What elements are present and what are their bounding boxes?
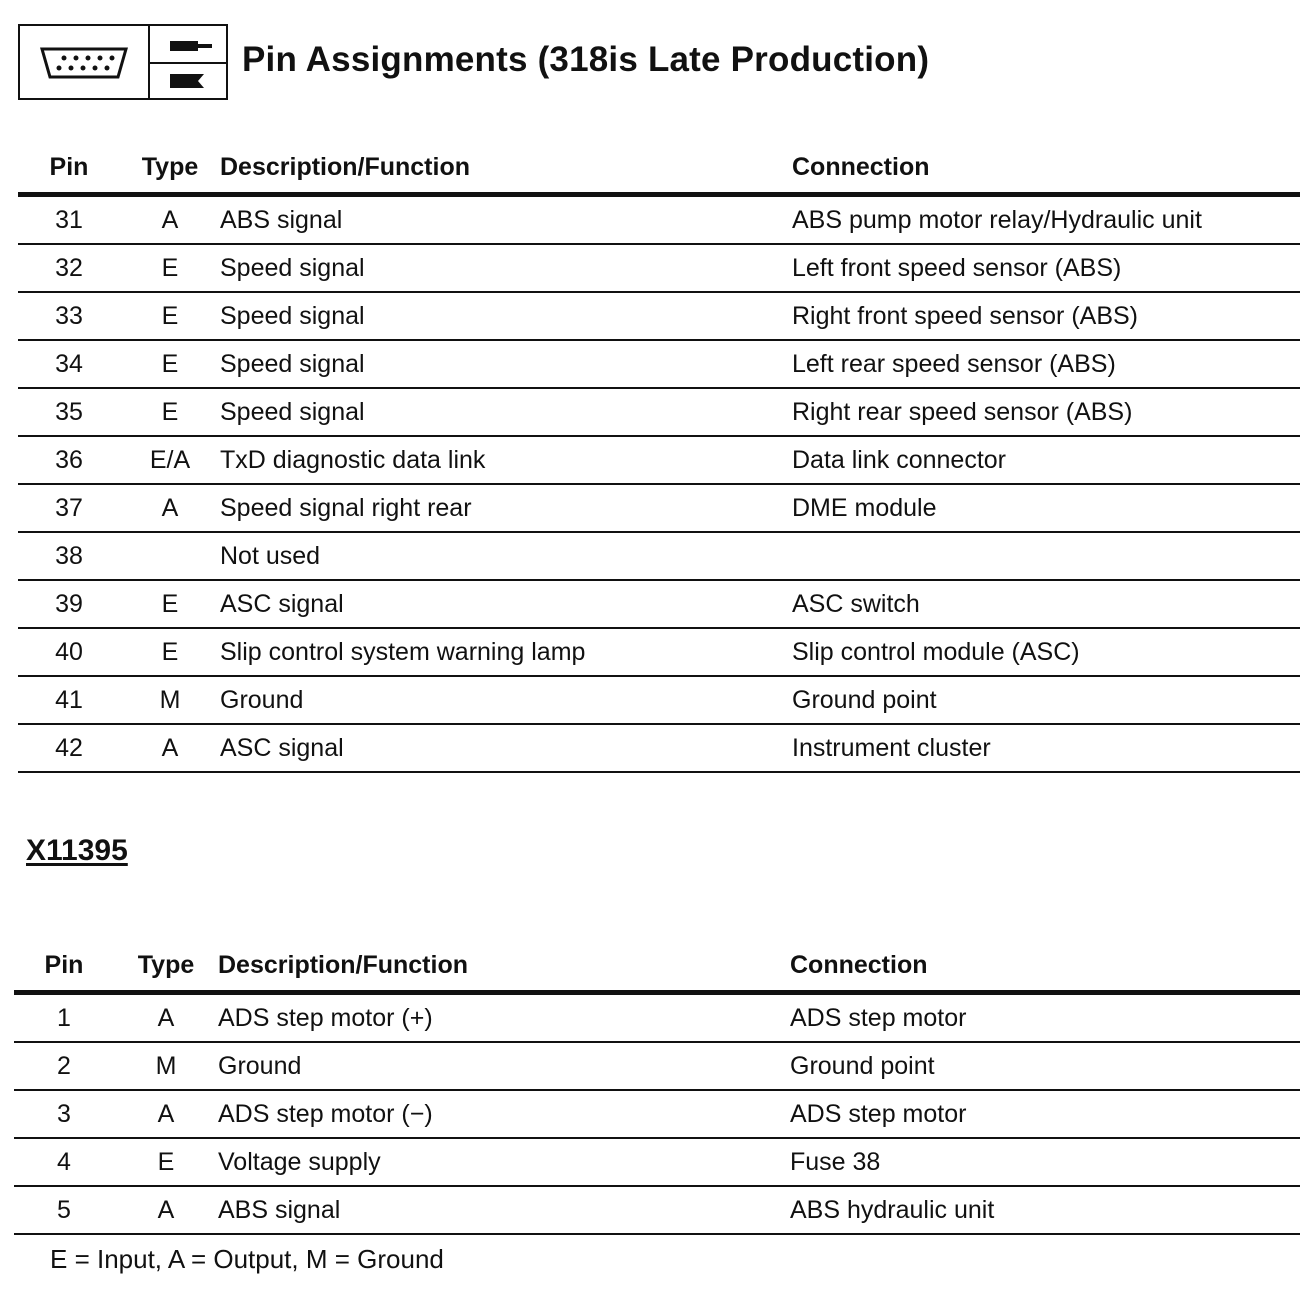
type-cell: A	[114, 1186, 218, 1234]
description-cell: ASC signal	[220, 580, 792, 628]
pin-cell: 41	[18, 676, 120, 724]
type-cell: E	[120, 244, 220, 292]
pin-cell: 38	[18, 532, 120, 580]
table-row	[18, 436, 1300, 484]
connection-cell: ASC switch	[792, 580, 1300, 628]
connection-cell: Data link connector	[792, 436, 1300, 484]
description-cell: Speed signal right rear	[220, 484, 792, 532]
description-cell: Speed signal	[220, 388, 792, 436]
header-type: Type	[120, 142, 220, 195]
connection-cell: Right rear speed sensor (ABS)	[792, 388, 1300, 436]
description-cell: ASC signal	[220, 724, 792, 772]
connection-cell: Slip control module (ASC)	[792, 628, 1300, 676]
connection-cell: ADS step motor	[790, 1090, 1300, 1138]
pin-cell: 39	[18, 580, 120, 628]
description-cell: ABS signal	[218, 1186, 790, 1234]
plug-male-icon	[170, 38, 214, 54]
table-row	[14, 1090, 1300, 1138]
section-label-x11395: X11395	[26, 834, 128, 867]
pin-cell: 37	[18, 484, 120, 532]
plug-female-icon	[170, 72, 214, 90]
header-type: Type	[114, 940, 218, 993]
type-cell: A	[120, 724, 220, 772]
table-row	[18, 676, 1300, 724]
type-cell: E	[120, 628, 220, 676]
pin-cell: 32	[18, 244, 120, 292]
type-cell: A	[114, 1090, 218, 1138]
connection-cell: ABS hydraulic unit	[790, 1186, 1300, 1234]
table-header-row	[14, 940, 1300, 993]
description-cell: Voltage supply	[218, 1138, 790, 1186]
type-cell: E	[120, 292, 220, 340]
pin-cell: 34	[18, 340, 120, 388]
type-cell: M	[120, 676, 220, 724]
table-row	[18, 628, 1300, 676]
connection-cell: DME module	[792, 484, 1300, 532]
connection-cell: Left rear speed sensor (ABS)	[792, 340, 1300, 388]
type-cell: M	[114, 1042, 218, 1090]
connection-cell: ABS pump motor relay/Hydraulic unit	[792, 195, 1300, 245]
pin-cell: 5	[14, 1186, 114, 1234]
header-connection: Connection	[790, 940, 1300, 993]
table-row	[18, 244, 1300, 292]
connection-cell: Right front speed sensor (ABS)	[792, 292, 1300, 340]
type-cell: E	[120, 388, 220, 436]
pin-cell: 31	[18, 195, 120, 245]
pin-cell: 33	[18, 292, 120, 340]
description-cell: ADS step motor (−)	[218, 1090, 790, 1138]
description-cell: Not used	[220, 532, 792, 580]
connection-cell: ADS step motor	[790, 993, 1300, 1043]
header-pin: Pin	[18, 142, 120, 195]
header-description: Description/Function	[220, 142, 792, 195]
header-connection: Connection	[792, 142, 1300, 195]
pin-table-2	[14, 940, 1300, 1235]
pin-cell: 3	[14, 1090, 114, 1138]
table-row	[14, 1138, 1300, 1186]
description-cell: Ground	[220, 676, 792, 724]
connection-cell: Fuse 38	[790, 1138, 1300, 1186]
table-header-row	[18, 142, 1300, 195]
table-row	[18, 388, 1300, 436]
header-pin: Pin	[14, 940, 114, 993]
type-cell: E	[114, 1138, 218, 1186]
description-cell: Speed signal	[220, 244, 792, 292]
connector-icon-box	[18, 24, 228, 100]
legend-text: E = Input, A = Output, M = Ground	[50, 1244, 444, 1274]
table-row	[18, 580, 1300, 628]
pin-cell: 2	[14, 1042, 114, 1090]
table-row	[18, 724, 1300, 772]
pin-cell: 35	[18, 388, 120, 436]
table-row	[14, 993, 1300, 1043]
description-cell: Ground	[218, 1042, 790, 1090]
description-cell: Speed signal	[220, 340, 792, 388]
description-cell: Speed signal	[220, 292, 792, 340]
pin-cell: 36	[18, 436, 120, 484]
header	[18, 24, 1298, 104]
description-cell: TxD diagnostic data link	[220, 436, 792, 484]
icon-divider-horizontal	[150, 62, 226, 64]
table-row	[18, 484, 1300, 532]
connection-cell: Ground point	[790, 1042, 1300, 1090]
table-row	[14, 1042, 1300, 1090]
table-row	[14, 1186, 1300, 1234]
connection-cell: Ground point	[792, 676, 1300, 724]
type-cell: E	[120, 580, 220, 628]
type-cell: E/A	[120, 436, 220, 484]
pin-table-1	[18, 142, 1300, 773]
description-cell: ABS signal	[220, 195, 792, 245]
connection-cell: Instrument cluster	[792, 724, 1300, 772]
type-cell: E	[120, 340, 220, 388]
table-row	[18, 340, 1300, 388]
connection-cell: Left front speed sensor (ABS)	[792, 244, 1300, 292]
header-description: Description/Function	[218, 940, 790, 993]
connector-pins-icon	[38, 46, 130, 80]
pin-cell: 4	[14, 1138, 114, 1186]
table-row	[18, 195, 1300, 245]
type-cell: A	[120, 484, 220, 532]
type-cell	[120, 532, 220, 580]
page-title: Pin Assignments (318is Late Production)	[242, 40, 930, 79]
table-row	[18, 532, 1300, 580]
pin-cell: 40	[18, 628, 120, 676]
pin-cell: 1	[14, 993, 114, 1043]
type-cell: A	[114, 993, 218, 1043]
type-cell: A	[120, 195, 220, 245]
description-cell: Slip control system warning lamp	[220, 628, 792, 676]
connection-cell	[792, 532, 1300, 580]
table-row	[18, 292, 1300, 340]
description-cell: ADS step motor (+)	[218, 993, 790, 1043]
pin-cell: 42	[18, 724, 120, 772]
